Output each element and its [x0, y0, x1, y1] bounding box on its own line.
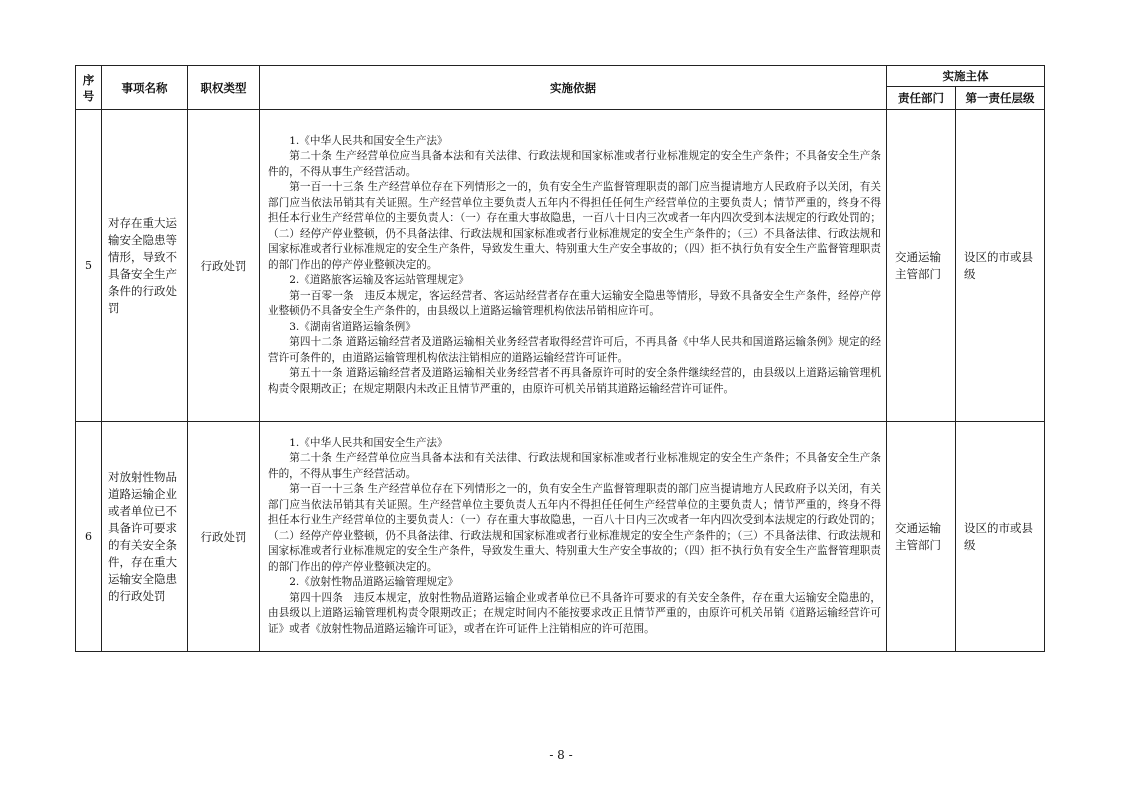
row-number: 5 [76, 110, 102, 422]
basis-paragraph: 第一百一十三条 生产经营单位存在下列情形之一的，负有安全生产监督管理职责的部门应当提请地方人民政府予以关闭，有关部门应当依法吊销其有关证照。生产经营单位主要负责人五年内不得担任任何生产经营单位的主要负责人；情节严重的，终身不得担任本行业生产经营单位的主要负责人：（一）存在重大事故隐患，一百八十日内三次或者一年内四次受到本法规定的行政处罚的；（二）经停产停业整顿，仍不具备法律、行政法规和国家标准或者行业标准规定的安全生产条件的；（三）不具备法律、行政法规和国家标准或者行业标准规定的安全生产条件，导致发生重大、特别重大生产安全事故的；（四）拒不执行负有安全生产监督管理职责的部门作出的停产停业整顿决定的。 [268, 181, 881, 271]
item-name: 对存在重大运输安全隐患等情形，导致不具备安全生产条件的行政处罚 [102, 110, 188, 422]
authority-type: 行政处罚 [188, 110, 260, 422]
basis-paragraph: 第二十条 生产经营单位应当具备本法和有关法律、行政法规和国家标准或者行业标准规定的安全生产条件；不具备安全生产条件的，不得从事生产经营活动。 [268, 150, 881, 178]
page-number: - 8 - [549, 748, 573, 762]
item-name: 对放射性物品道路运输企业或者单位已不具备许可要求的有关安全条件，存在重大运输安全隐患的行政处罚 [102, 422, 188, 652]
table-row [76, 110, 1045, 422]
legal-basis [260, 110, 887, 422]
header-type: 职权类型 [188, 66, 260, 110]
authority-type: 行政处罚 [188, 422, 260, 652]
header-name: 事项名称 [102, 66, 188, 110]
header-basis: 实施依据 [260, 66, 887, 110]
header-row [76, 66, 1045, 87]
responsibility-level: 设区的市或县级 [956, 422, 1045, 652]
basis-paragraph: 3.《湖南省道路运输条例》 [289, 320, 416, 333]
basis-paragraph: 第五十一条 道路运输经营者及道路运输相关业务经营者不再具备原许可时的安全条件继续经营的，由县级以上道路运输管理机构责令限期改正；在规定期限内未改正且情节严重的，由原许可机关吊销其道路运输经营许可证件。 [268, 367, 881, 395]
basis-paragraph: 第四十二条 道路运输经营者及道路运输相关业务经营者取得经营许可后，不再具备《中华人民共和国道路运输条例》规定的经营许可条件的，由道路运输管理机构依法注销相应的道路运输经营许可证件。 [268, 336, 881, 364]
header-no-text: 序号 [82, 72, 95, 103]
responsible-dept: 交通运输主管部门 [887, 110, 956, 422]
enforcement-table [75, 65, 1045, 652]
responsibility-level: 设区的市或县级 [956, 110, 1045, 422]
basis-paragraph: 第一百一十三条 生产经营单位存在下列情形之一的，负有安全生产监督管理职责的部门应当提请地方人民政府予以关闭，有关部门应当依法吊销其有关证照。生产经营单位主要负责人五年内不得担任任何生产经营单位的主要负责人；情节严重的，终身不得担任本行业生产经营单位的主要负责人：（一）存在重大事故隐患，一百八十日内三次或者一年内四次受到本法规定的行政处罚的；（二）经停产停业整顿，仍不具备法律、行政法规和国家标准或者行业标准规定的安全生产条件的；（三）不具备法律、行政法规和国家标准或者行业标准规定的安全生产条件，导致发生重大、特别重大生产安全事故的；（四）拒不执行负有安全生产监督管理职责的部门作出的停产停业整顿决定的。 [268, 483, 881, 573]
basis-paragraph: 第二十条 生产经营单位应当具备本法和有关法律、行政法规和国家标准或者行业标准规定的安全生产条件；不具备安全生产条件的，不得从事生产经营活动。 [268, 452, 881, 480]
basis-paragraph: 1.《中华人民共和国安全生产法》 [289, 134, 448, 147]
responsible-dept: 交通运输主管部门 [887, 422, 956, 652]
basis-paragraph: 第四十四条 违反本规定，放射性物品道路运输企业或者单位已不具备许可要求的有关安全条件，存在重大运输安全隐患的，由县级以上道路运输管理机构责令限期改正；在规定时间内不能按要求改正且情节严重的，由原许可机关吊销《道路运输经营许可证》或者《放射性物品道路运输许可证》，或者在许可证件上注销相应的许可范围。 [268, 591, 881, 635]
header-no [76, 66, 102, 110]
basis-paragraph: 2.《道路旅客运输及客运站管理规定》 [289, 274, 469, 287]
basis-paragraph: 第一百零一条 违反本规定，客运经营者、客运站经营者存在重大运输安全隐患等情形，导致不具备安全生产条件，经停产停业整顿仍不具备安全生产条件的，由县级以上道路运输管理机构依法吊销相应许可。 [268, 289, 881, 318]
basis-paragraph: 1.《中华人民共和国安全生产法》 [289, 436, 448, 449]
header-dept: 责任部门 [887, 87, 956, 110]
header-subject: 实施主体 [887, 66, 1045, 87]
header-level: 第一责任层级 [956, 87, 1045, 110]
row-number: 6 [76, 422, 102, 652]
legal-basis [260, 422, 887, 652]
table-row [76, 422, 1045, 652]
basis-paragraph: 2.《放射性物品道路运输管理规定》 [289, 576, 459, 589]
